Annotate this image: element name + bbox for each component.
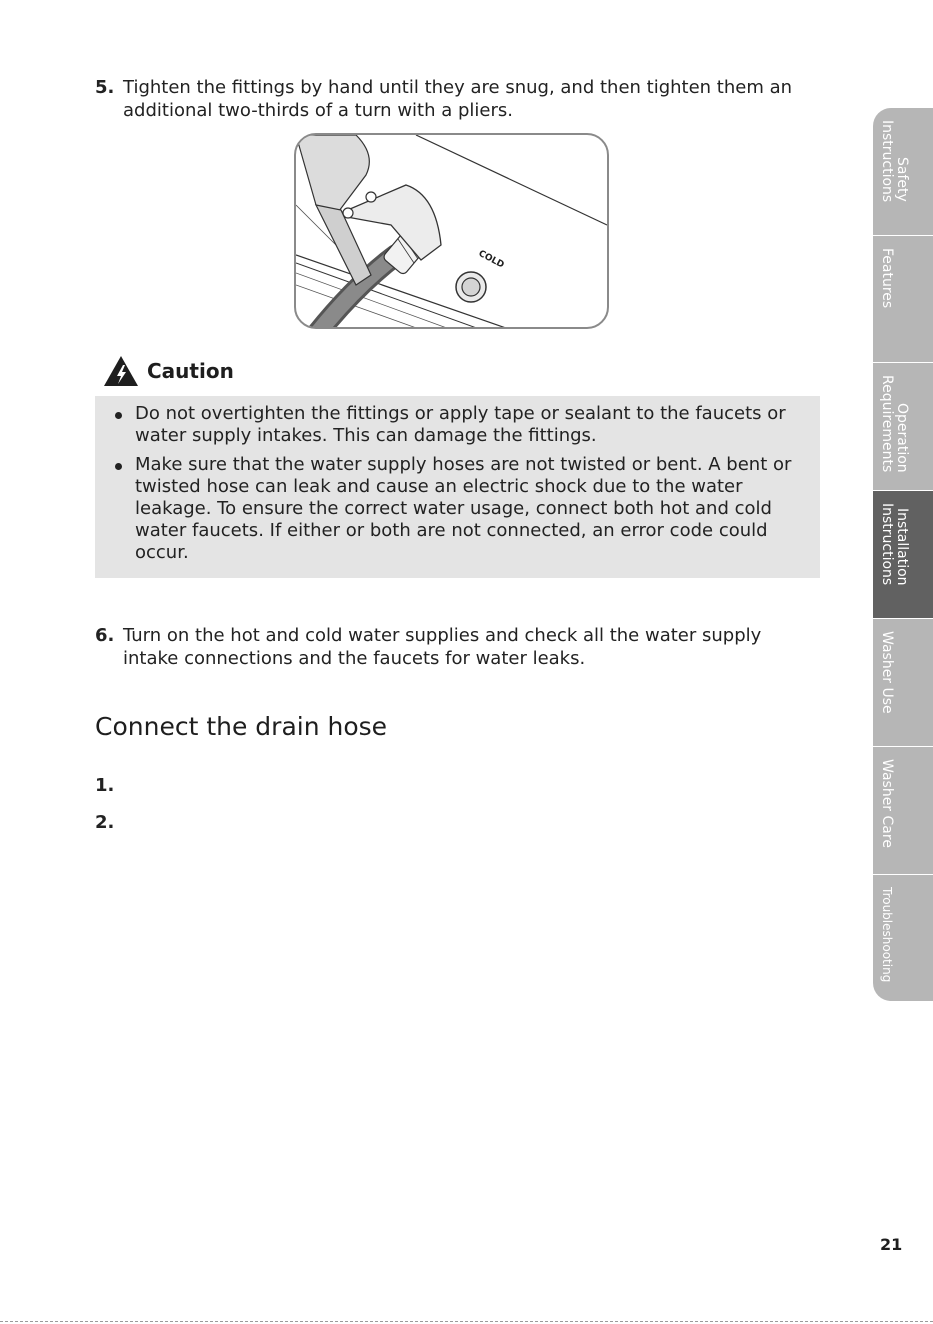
step-6 [95,624,795,670]
page-number: 21 [880,1235,903,1254]
tab-label: Washer Use [879,631,895,714]
section-title: Connect the drain hose [95,712,388,741]
pliers-fitting-illustration [294,133,609,329]
step-number: 1. [95,775,115,796]
step-5 [95,76,795,122]
caution-heading [103,354,234,388]
tab-label: Safety Instructions [879,120,910,203]
caution-item-text: Make sure that the water supply hoses are not twisted or bent. A bent or twisted hose can leak and cause an electric shock due to the water leakage. To ensure the correct water usage, connect both hot and cold water faucets. If either or both are not connected, an error code could occur. [135,454,792,563]
tab-washer-use[interactable] [873,618,933,746]
step-number: 6. [95,625,115,646]
tab-features[interactable] [873,235,933,362]
tab-label: Installation Instructions [879,503,910,586]
warning-icon [103,355,139,387]
step-number: 5. [95,77,115,98]
tab-installation-instructions[interactable] [873,490,933,618]
caution-item [113,454,806,564]
step-text: Turn on the hot and cold water supplies and check all the water supply intake connections and the faucets for water leaks. [123,625,762,669]
tab-washer-care[interactable] [873,746,933,874]
tab-operation-requirements[interactable] [873,362,933,490]
tab-safety-instructions[interactable] [873,108,933,235]
caution-box [95,396,820,578]
tab-troubleshooting[interactable] [873,874,933,1001]
fitting-illustration-svg [296,135,607,327]
tab-label: Troubleshooting [880,887,894,983]
bullet-icon [115,463,122,470]
tab-label: Washer Care [879,759,895,848]
caution-list [113,403,806,564]
side-nav [873,108,933,1001]
footer-divider [0,1321,933,1322]
bullet-icon [115,412,122,419]
step-number: 2. [95,812,115,833]
tab-label: Operation Requirements [879,375,910,473]
caution-item [113,403,806,447]
tab-label: Features [879,248,895,309]
cold-label: COLD [476,248,506,271]
step-text: Tighten the fittings by hand until they are snug, and then tighten them an additional two-thirds of a turn with a pliers. [123,77,793,121]
caution-title: Caution [147,359,234,383]
caution-item-text: Do not overtighten the fittings or apply tape or sealant to the faucets or water supply intakes. This can damage the fittings. [135,403,786,446]
